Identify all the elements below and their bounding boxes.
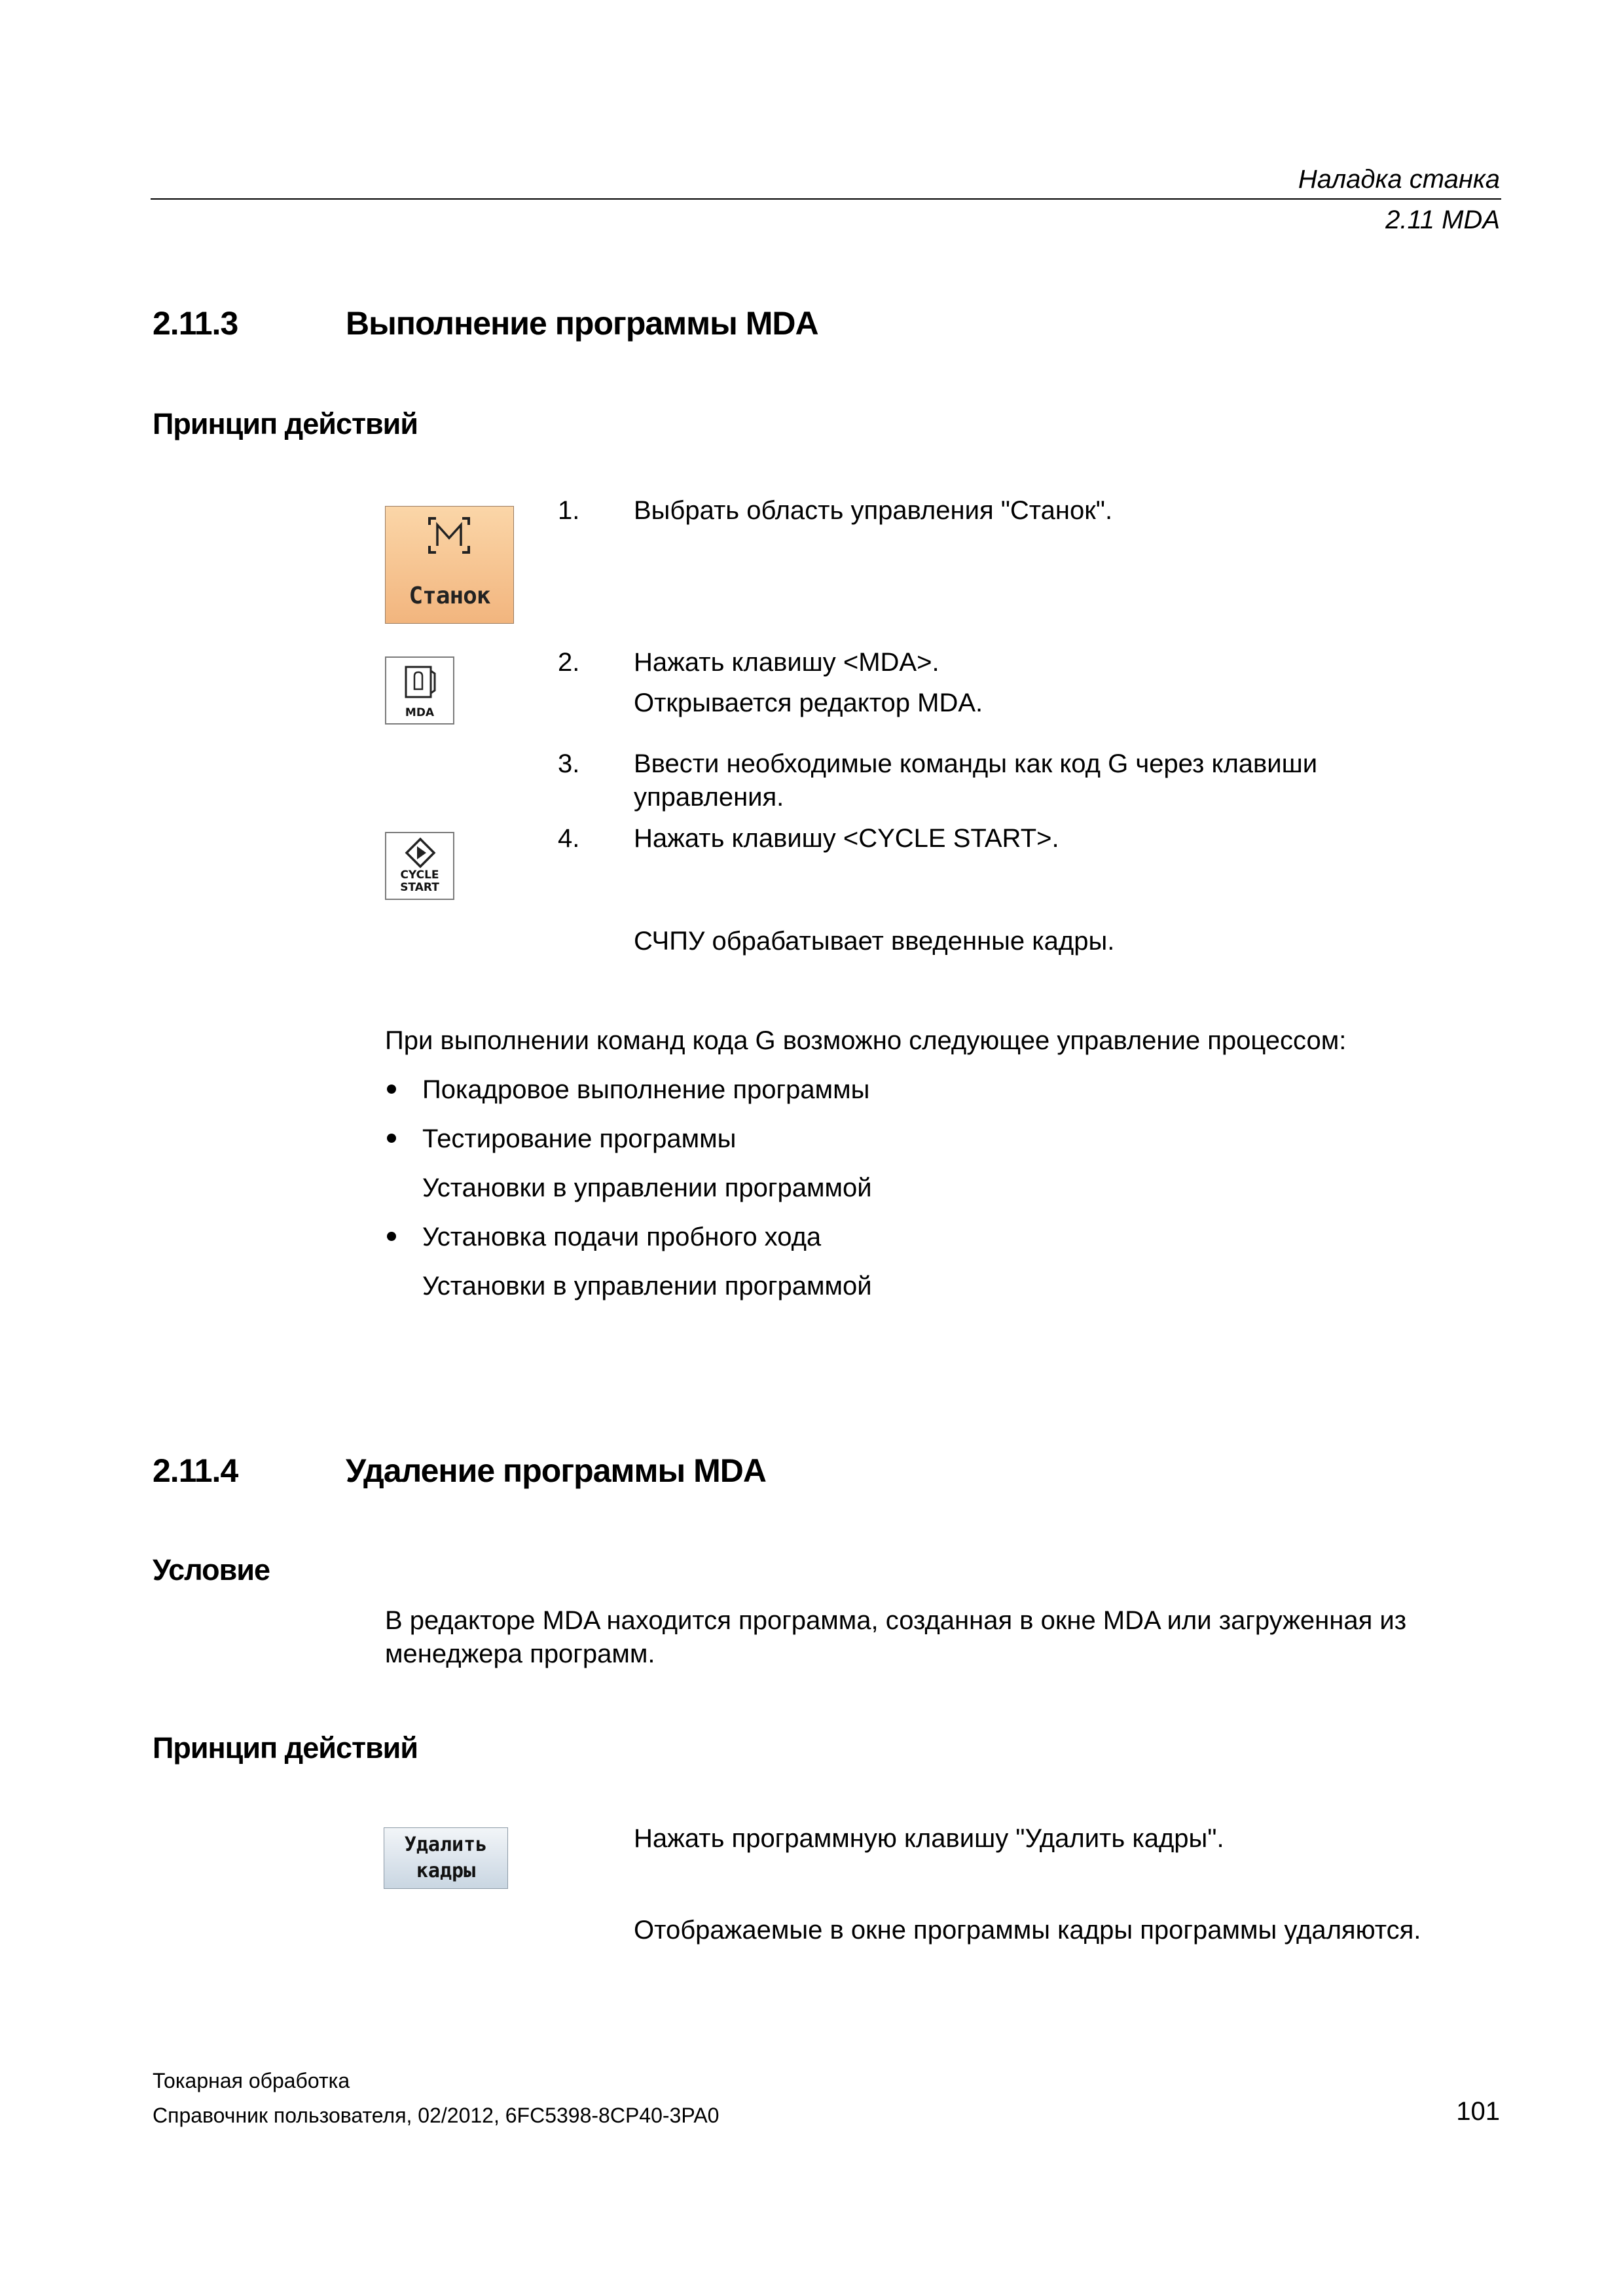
mda-key[interactable] [385,656,454,725]
action-text: Нажать программную клавишу "Удалить кадры". [634,1824,1224,1853]
cycle-key-label-line1: CYCLE [400,869,439,882]
step-text: Ввести необходимые команды как код G через клавиши управления. [634,749,1318,812]
mda-key-label: MDA [405,706,435,719]
machine-m-icon [427,516,471,555]
bullet-marker [387,1085,396,1094]
delete-blocks-softkey[interactable] [384,1827,508,1889]
section-title: Удаление программы MDA [346,1452,766,1489]
cycle-start-key[interactable] [385,832,454,900]
step-subtext: Открывается редактор MDA. [634,689,983,717]
section-number: 2.11.4 [153,1452,238,1489]
running-header-chapter: Наладка станка [1298,165,1500,194]
step-text: Нажать клавишу <MDA>. [634,648,939,677]
action-result: Отображаемые в окне программы кадры программы удаляются. [634,1916,1421,1945]
subheading-condition: Условие [153,1553,270,1587]
step-number: 2. [558,648,580,677]
running-header-section: 2.11 MDA [1385,206,1500,234]
bullet-item: Покадровое выполнение программы [422,1075,870,1104]
machine-area-key[interactable] [385,506,514,624]
subheading-principle: Принцип действий [153,407,418,440]
step-number: 1. [558,496,580,525]
bullet-item: Установка подачи пробного хода [422,1223,822,1251]
mda-hand-icon [403,664,437,700]
footer-manual-ref: Справочник пользователя, 02/2012, 6FC5398-8CP40-3PA0 [153,2104,720,2127]
bullet-marker [387,1134,396,1143]
section-number: 2.11.3 [153,305,238,342]
page-number: 101 [1456,2097,1500,2126]
process-intro: При выполнении команд кода G возможно следующее управление процессом: [385,1026,1347,1055]
step-number: 4. [558,824,580,853]
step-text: Выбрать область управления "Станок". [634,496,1113,525]
bullet-item: Тестирование программы [422,1124,737,1153]
cycle-key-label-line2: START [400,881,439,894]
section-title: Выполнение программы MDA [346,305,818,342]
cycle-start-icon [405,837,436,869]
footer-product: Токарная обработка [153,2069,350,2092]
step-text: Нажать клавишу <CYCLE START>. [634,824,1059,853]
header-rule [151,198,1501,200]
step-number: 3. [558,749,580,778]
step-result: СЧПУ обрабатывает введенные кадры. [634,927,1115,956]
softkey-label-line2: кадры [416,1859,476,1882]
machine-key-label: Станок [409,583,490,609]
condition-text: В редакторе MDA находится программа, созданная в окне MDA или загруженная из менеджера программ. [385,1606,1407,1668]
bullet-subitem: Установки в управлении программой [422,1174,872,1202]
subheading-principle: Принцип действий [153,1731,418,1765]
bullet-subitem: Установки в управлении программой [422,1272,872,1300]
softkey-label-line1: Удалить [404,1833,488,1856]
bullet-marker [387,1232,396,1241]
